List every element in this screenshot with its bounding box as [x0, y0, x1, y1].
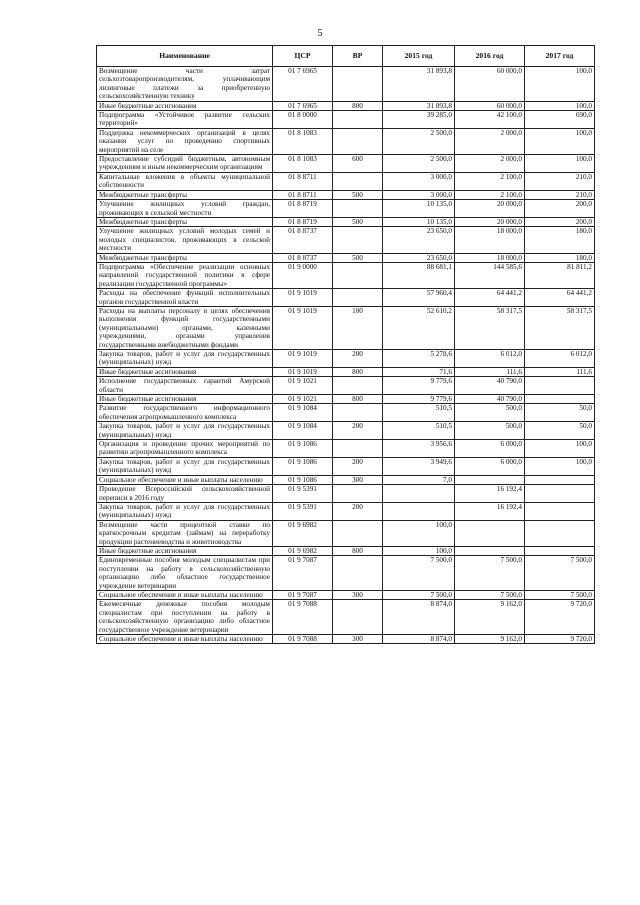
row-value-2017	[525, 377, 595, 395]
header-name: Наименование	[97, 46, 273, 67]
row-csr: 01 9 7088	[273, 635, 333, 644]
row-value-2015	[383, 502, 455, 520]
row-value-2016: 18 000,0	[455, 253, 525, 262]
row-value-2016: 16 192,4	[455, 502, 525, 520]
row-vr: 300	[333, 590, 383, 599]
table-row	[97, 155, 595, 173]
row-value-2017: 200,0	[525, 200, 595, 218]
row-vr	[333, 520, 383, 546]
row-value-2016: 16 192,4	[455, 485, 525, 503]
row-name: Расходы на обеспечение функций исполнительных органов государственной власти	[97, 289, 273, 307]
row-value-2015: 52 610,2	[383, 306, 455, 349]
row-value-2015: 71,6	[383, 367, 455, 376]
row-value-2015: 8 874,0	[383, 635, 455, 644]
row-value-2016: 58 317,5	[455, 306, 525, 349]
row-value-2017: 210,0	[525, 172, 595, 190]
row-name: Закупка товаров, работ и услуг для государственных (муниципальных) нужд	[97, 422, 273, 440]
row-value-2015: 510,5	[383, 422, 455, 440]
table-row	[97, 262, 595, 288]
row-name: Подпрограмма «Обеспечение реализации основных направлений государственной политики в сфере реализации государственной программы»	[97, 262, 273, 288]
row-value-2017: 9 720,0	[525, 635, 595, 644]
row-vr	[333, 172, 383, 190]
row-value-2016: 64 441,2	[455, 289, 525, 307]
row-value-2015: 10 135,0	[383, 217, 455, 226]
row-csr: 01 8 8719	[273, 200, 333, 218]
row-vr	[333, 485, 383, 503]
row-name: Иные бюджетные ассигнования	[97, 101, 273, 110]
row-csr: 01 9 5391	[273, 502, 333, 520]
row-csr: 01 9 1019	[273, 306, 333, 349]
row-vr: 800	[333, 546, 383, 555]
table-row	[97, 190, 595, 199]
row-value-2016	[455, 475, 525, 484]
row-value-2016: 9 162,0	[455, 635, 525, 644]
header-vr: ВР	[333, 46, 383, 67]
row-name: Социальное обеспечение и иные выплаты населению	[97, 635, 273, 644]
row-name: Иные бюджетные ассигнования	[97, 367, 273, 376]
row-value-2017	[525, 520, 595, 546]
row-value-2016: 2 100,0	[455, 172, 525, 190]
row-name: Развитие государственного информационного обеспечения агропромышленного комплекса	[97, 404, 273, 422]
row-value-2016: 2 000,0	[455, 128, 525, 154]
row-value-2015: 9 779,6	[383, 377, 455, 395]
header-2016: 2016 год	[455, 46, 525, 67]
row-name: Единовременные пособия молодым специалистам при поступлении на работу в сельскохозяйственную организацию либо областное государственное учреждение ветеринарии	[97, 556, 273, 591]
table-row	[97, 475, 595, 484]
row-name: Иные бюджетные ассигнования	[97, 546, 273, 555]
row-value-2016: 20 000,0	[455, 200, 525, 218]
row-csr: 01 7 6965	[273, 101, 333, 110]
row-value-2017: 100,0	[525, 101, 595, 110]
row-value-2017: 50,0	[525, 404, 595, 422]
row-vr	[333, 440, 383, 458]
table-row	[97, 200, 595, 218]
table-row	[97, 600, 595, 635]
table-row	[97, 635, 595, 644]
row-value-2015: 510,5	[383, 404, 455, 422]
row-name: Проведение Всероссийской сельскохозяйственной переписи в 2016 году	[97, 485, 273, 503]
row-value-2015: 2 500,0	[383, 128, 455, 154]
table-row	[97, 520, 595, 546]
row-csr: 01 9 5391	[273, 485, 333, 503]
row-vr: 200	[333, 502, 383, 520]
row-value-2015: 23 650,0	[383, 227, 455, 253]
row-value-2016: 9 162,0	[455, 600, 525, 635]
row-name: Межбюджетные трансферты	[97, 253, 273, 262]
row-value-2017: 100,0	[525, 67, 595, 102]
table-row	[97, 111, 595, 129]
table-row	[97, 101, 595, 110]
row-value-2016: 7 500,0	[455, 590, 525, 599]
table-row	[97, 395, 595, 404]
table-row	[97, 546, 595, 555]
row-csr: 01 9 1021	[273, 377, 333, 395]
row-csr: 01 9 7087	[273, 556, 333, 591]
row-vr: 300	[333, 635, 383, 644]
row-value-2016: 6 012,0	[455, 350, 525, 368]
header-csr: ЦСР	[273, 46, 333, 67]
row-csr: 01 8 0000	[273, 111, 333, 129]
row-vr	[333, 404, 383, 422]
row-value-2017: 690,0	[525, 111, 595, 129]
row-value-2015: 7 500,0	[383, 556, 455, 591]
row-vr	[333, 262, 383, 288]
row-name: Закупка товаров, работ и услуг для государственных (муниципальных) нужд	[97, 457, 273, 475]
row-csr: 01 9 1019	[273, 367, 333, 376]
row-value-2016	[455, 520, 525, 546]
row-value-2016: 500,0	[455, 404, 525, 422]
row-value-2016: 60 000,0	[455, 101, 525, 110]
row-vr: 300	[333, 475, 383, 484]
row-value-2016: 6 000,0	[455, 440, 525, 458]
table-row	[97, 457, 595, 475]
row-vr: 200	[333, 422, 383, 440]
table-row	[97, 289, 595, 307]
row-value-2017: 7 500,0	[525, 556, 595, 591]
row-value-2016: 7 500,0	[455, 556, 525, 591]
row-value-2017	[525, 546, 595, 555]
header-2015: 2015 год	[383, 46, 455, 67]
row-value-2015: 23 650,0	[383, 253, 455, 262]
row-value-2017: 64 441,2	[525, 289, 595, 307]
row-name: Закупка товаров, работ и услуг для государственных (муниципальных) нужд	[97, 502, 273, 520]
row-value-2015: 3 000,0	[383, 190, 455, 199]
row-value-2016: 60 000,0	[455, 67, 525, 102]
row-vr: 200	[333, 457, 383, 475]
row-vr	[333, 227, 383, 253]
row-value-2015: 9 779,6	[383, 395, 455, 404]
row-csr: 01 9 0000	[273, 262, 333, 288]
row-csr: 01 9 1021	[273, 395, 333, 404]
table-row	[97, 422, 595, 440]
row-name: Подпрограмма «Устойчивое развитие сельских территорий»	[97, 111, 273, 129]
row-vr	[333, 200, 383, 218]
row-name: Межбюджетные трансферты	[97, 217, 273, 226]
table-row	[97, 172, 595, 190]
row-value-2017	[525, 502, 595, 520]
table-row	[97, 217, 595, 226]
table-row	[97, 404, 595, 422]
row-value-2015: 3 949,6	[383, 457, 455, 475]
page-number: 5	[317, 28, 323, 39]
budget-table	[96, 45, 595, 644]
row-vr: 200	[333, 350, 383, 368]
row-name: Организация и проведение прочих мероприятий по развитию агропромышленного комплекса	[97, 440, 273, 458]
row-vr: 500	[333, 217, 383, 226]
table-row	[97, 128, 595, 154]
row-value-2015: 100,0	[383, 546, 455, 555]
table-row	[97, 502, 595, 520]
row-vr: 600	[333, 155, 383, 173]
row-name: Возмещение части процентной ставки по краткосрочным кредитам (займам) на переработку продукции растениеводства и животноводства	[97, 520, 273, 546]
row-vr	[333, 128, 383, 154]
table-row	[97, 227, 595, 253]
row-vr	[333, 600, 383, 635]
table-row	[97, 485, 595, 503]
row-vr	[333, 556, 383, 591]
row-csr: 01 9 1086	[273, 475, 333, 484]
row-vr	[333, 377, 383, 395]
row-csr: 01 8 1083	[273, 128, 333, 154]
table-row	[97, 440, 595, 458]
row-value-2017	[525, 475, 595, 484]
row-value-2017: 111,6	[525, 367, 595, 376]
row-value-2017: 100,0	[525, 457, 595, 475]
row-name: Предоставление субсидий бюджетным, автономным учреждениям и иным некоммерческим организациям	[97, 155, 273, 173]
row-csr: 01 8 8737	[273, 253, 333, 262]
row-name: Межбюджетные трансферты	[97, 190, 273, 199]
table-row	[97, 306, 595, 349]
row-value-2015: 57 960,4	[383, 289, 455, 307]
row-csr: 01 9 6982	[273, 546, 333, 555]
row-value-2017: 100,0	[525, 128, 595, 154]
row-csr: 01 8 1083	[273, 155, 333, 173]
row-value-2016: 18 000,0	[455, 227, 525, 253]
row-name: Улучшение жилищных условий молодых семей и молодых специалистов, проживающих в сельской местности	[97, 227, 273, 253]
row-vr: 800	[333, 395, 383, 404]
row-value-2017: 180,0	[525, 253, 595, 262]
row-vr: 800	[333, 101, 383, 110]
row-vr	[333, 289, 383, 307]
row-name: Социальное обеспечение и иные выплаты населению	[97, 475, 273, 484]
row-value-2017: 81 811,2	[525, 262, 595, 288]
row-vr	[333, 111, 383, 129]
row-name: Улучшение жилищных условий граждан, проживающих в сельской местности	[97, 200, 273, 218]
row-value-2016: 40 790,0	[455, 395, 525, 404]
row-value-2015: 3 000,0	[383, 172, 455, 190]
row-csr: 01 8 8737	[273, 227, 333, 253]
table-header-row	[97, 46, 595, 67]
row-value-2016: 40 790,0	[455, 377, 525, 395]
row-vr: 100	[333, 306, 383, 349]
row-csr: 01 8 8711	[273, 190, 333, 199]
row-value-2017: 50,0	[525, 422, 595, 440]
row-value-2015: 100,0	[383, 520, 455, 546]
row-csr: 01 9 1084	[273, 422, 333, 440]
row-csr: 01 9 1019	[273, 289, 333, 307]
table-row	[97, 556, 595, 591]
row-name: Иные бюджетные ассигнования	[97, 395, 273, 404]
row-vr: 500	[333, 253, 383, 262]
row-value-2016: 2 100,0	[455, 190, 525, 199]
row-csr: 01 8 8711	[273, 172, 333, 190]
table-row	[97, 253, 595, 262]
row-name: Капитальные вложения в объекты муниципальной собственности	[97, 172, 273, 190]
row-value-2015: 3 956,6	[383, 440, 455, 458]
row-value-2017: 9 720,0	[525, 600, 595, 635]
row-value-2017: 180,0	[525, 227, 595, 253]
row-csr: 01 9 1084	[273, 404, 333, 422]
row-csr: 01 9 7087	[273, 590, 333, 599]
row-csr: 01 8 8719	[273, 217, 333, 226]
row-value-2017: 7 500,0	[525, 590, 595, 599]
row-value-2015: 7,0	[383, 475, 455, 484]
row-vr: 800	[333, 367, 383, 376]
row-value-2017: 100,0	[525, 440, 595, 458]
table-row	[97, 367, 595, 376]
row-value-2016: 20 000,0	[455, 217, 525, 226]
row-value-2015: 31 893,8	[383, 101, 455, 110]
row-value-2016: 2 000,0	[455, 155, 525, 173]
row-value-2015: 5 278,6	[383, 350, 455, 368]
row-vr: 500	[333, 190, 383, 199]
row-value-2016	[455, 546, 525, 555]
row-csr: 01 9 1019	[273, 350, 333, 368]
table-row	[97, 377, 595, 395]
row-value-2017: 58 317,5	[525, 306, 595, 349]
row-value-2016: 42 100,0	[455, 111, 525, 129]
row-name: Ежемесячные денежные пособия молодым специалистам при поступлении на работу в сельскохозяйственную организацию либо областное государственное учреждение ветеринарии	[97, 600, 273, 635]
row-name: Расходы на выплаты персоналу в целях обеспечения выполнения функций государственными (муниципальными) органами, казенными учреждениями, органами управления государственными внебюджетными фондами	[97, 306, 273, 349]
row-value-2016: 111,6	[455, 367, 525, 376]
row-value-2017: 210,0	[525, 190, 595, 199]
row-value-2017	[525, 485, 595, 503]
row-value-2015: 31 893,8	[383, 67, 455, 102]
row-value-2015: 10 135,0	[383, 200, 455, 218]
row-vr	[333, 67, 383, 102]
table-row	[97, 350, 595, 368]
row-value-2017: 6 012,0	[525, 350, 595, 368]
row-value-2015	[383, 485, 455, 503]
row-csr: 01 9 1086	[273, 440, 333, 458]
row-value-2017: 100,0	[525, 155, 595, 173]
row-name: Поддержка некоммерческих организаций в целях оказания услуг по проведению спортивных мероприятий на селе	[97, 128, 273, 154]
table-row	[97, 67, 595, 102]
row-name: Социальное обеспечение и иные выплаты населению	[97, 590, 273, 599]
row-value-2017: 200,0	[525, 217, 595, 226]
row-value-2015: 39 285,0	[383, 111, 455, 129]
table-row	[97, 590, 595, 599]
row-name: Исполнение государственных гарантий Амурской области	[97, 377, 273, 395]
row-csr: 01 9 1086	[273, 457, 333, 475]
row-value-2016: 500,0	[455, 422, 525, 440]
row-name: Возмещение части затрат сельхозтоваропроизводителям, уплачивающим лизинговые платежи за приобретенную сельскохозяйственную технику	[97, 67, 273, 102]
row-value-2016: 6 000,0	[455, 457, 525, 475]
row-value-2015: 8 874,0	[383, 600, 455, 635]
row-value-2015: 88 681,1	[383, 262, 455, 288]
row-csr: 01 9 7088	[273, 600, 333, 635]
row-value-2017	[525, 395, 595, 404]
row-value-2015: 2 500,0	[383, 155, 455, 173]
row-csr: 01 7 6965	[273, 67, 333, 102]
row-value-2015: 7 500,0	[383, 590, 455, 599]
row-value-2016: 144 585,6	[455, 262, 525, 288]
row-name: Закупка товаров, работ и услуг для государственных (муниципальных) нужд	[97, 350, 273, 368]
row-csr: 01 9 6982	[273, 520, 333, 546]
header-2017: 2017 год	[525, 46, 595, 67]
